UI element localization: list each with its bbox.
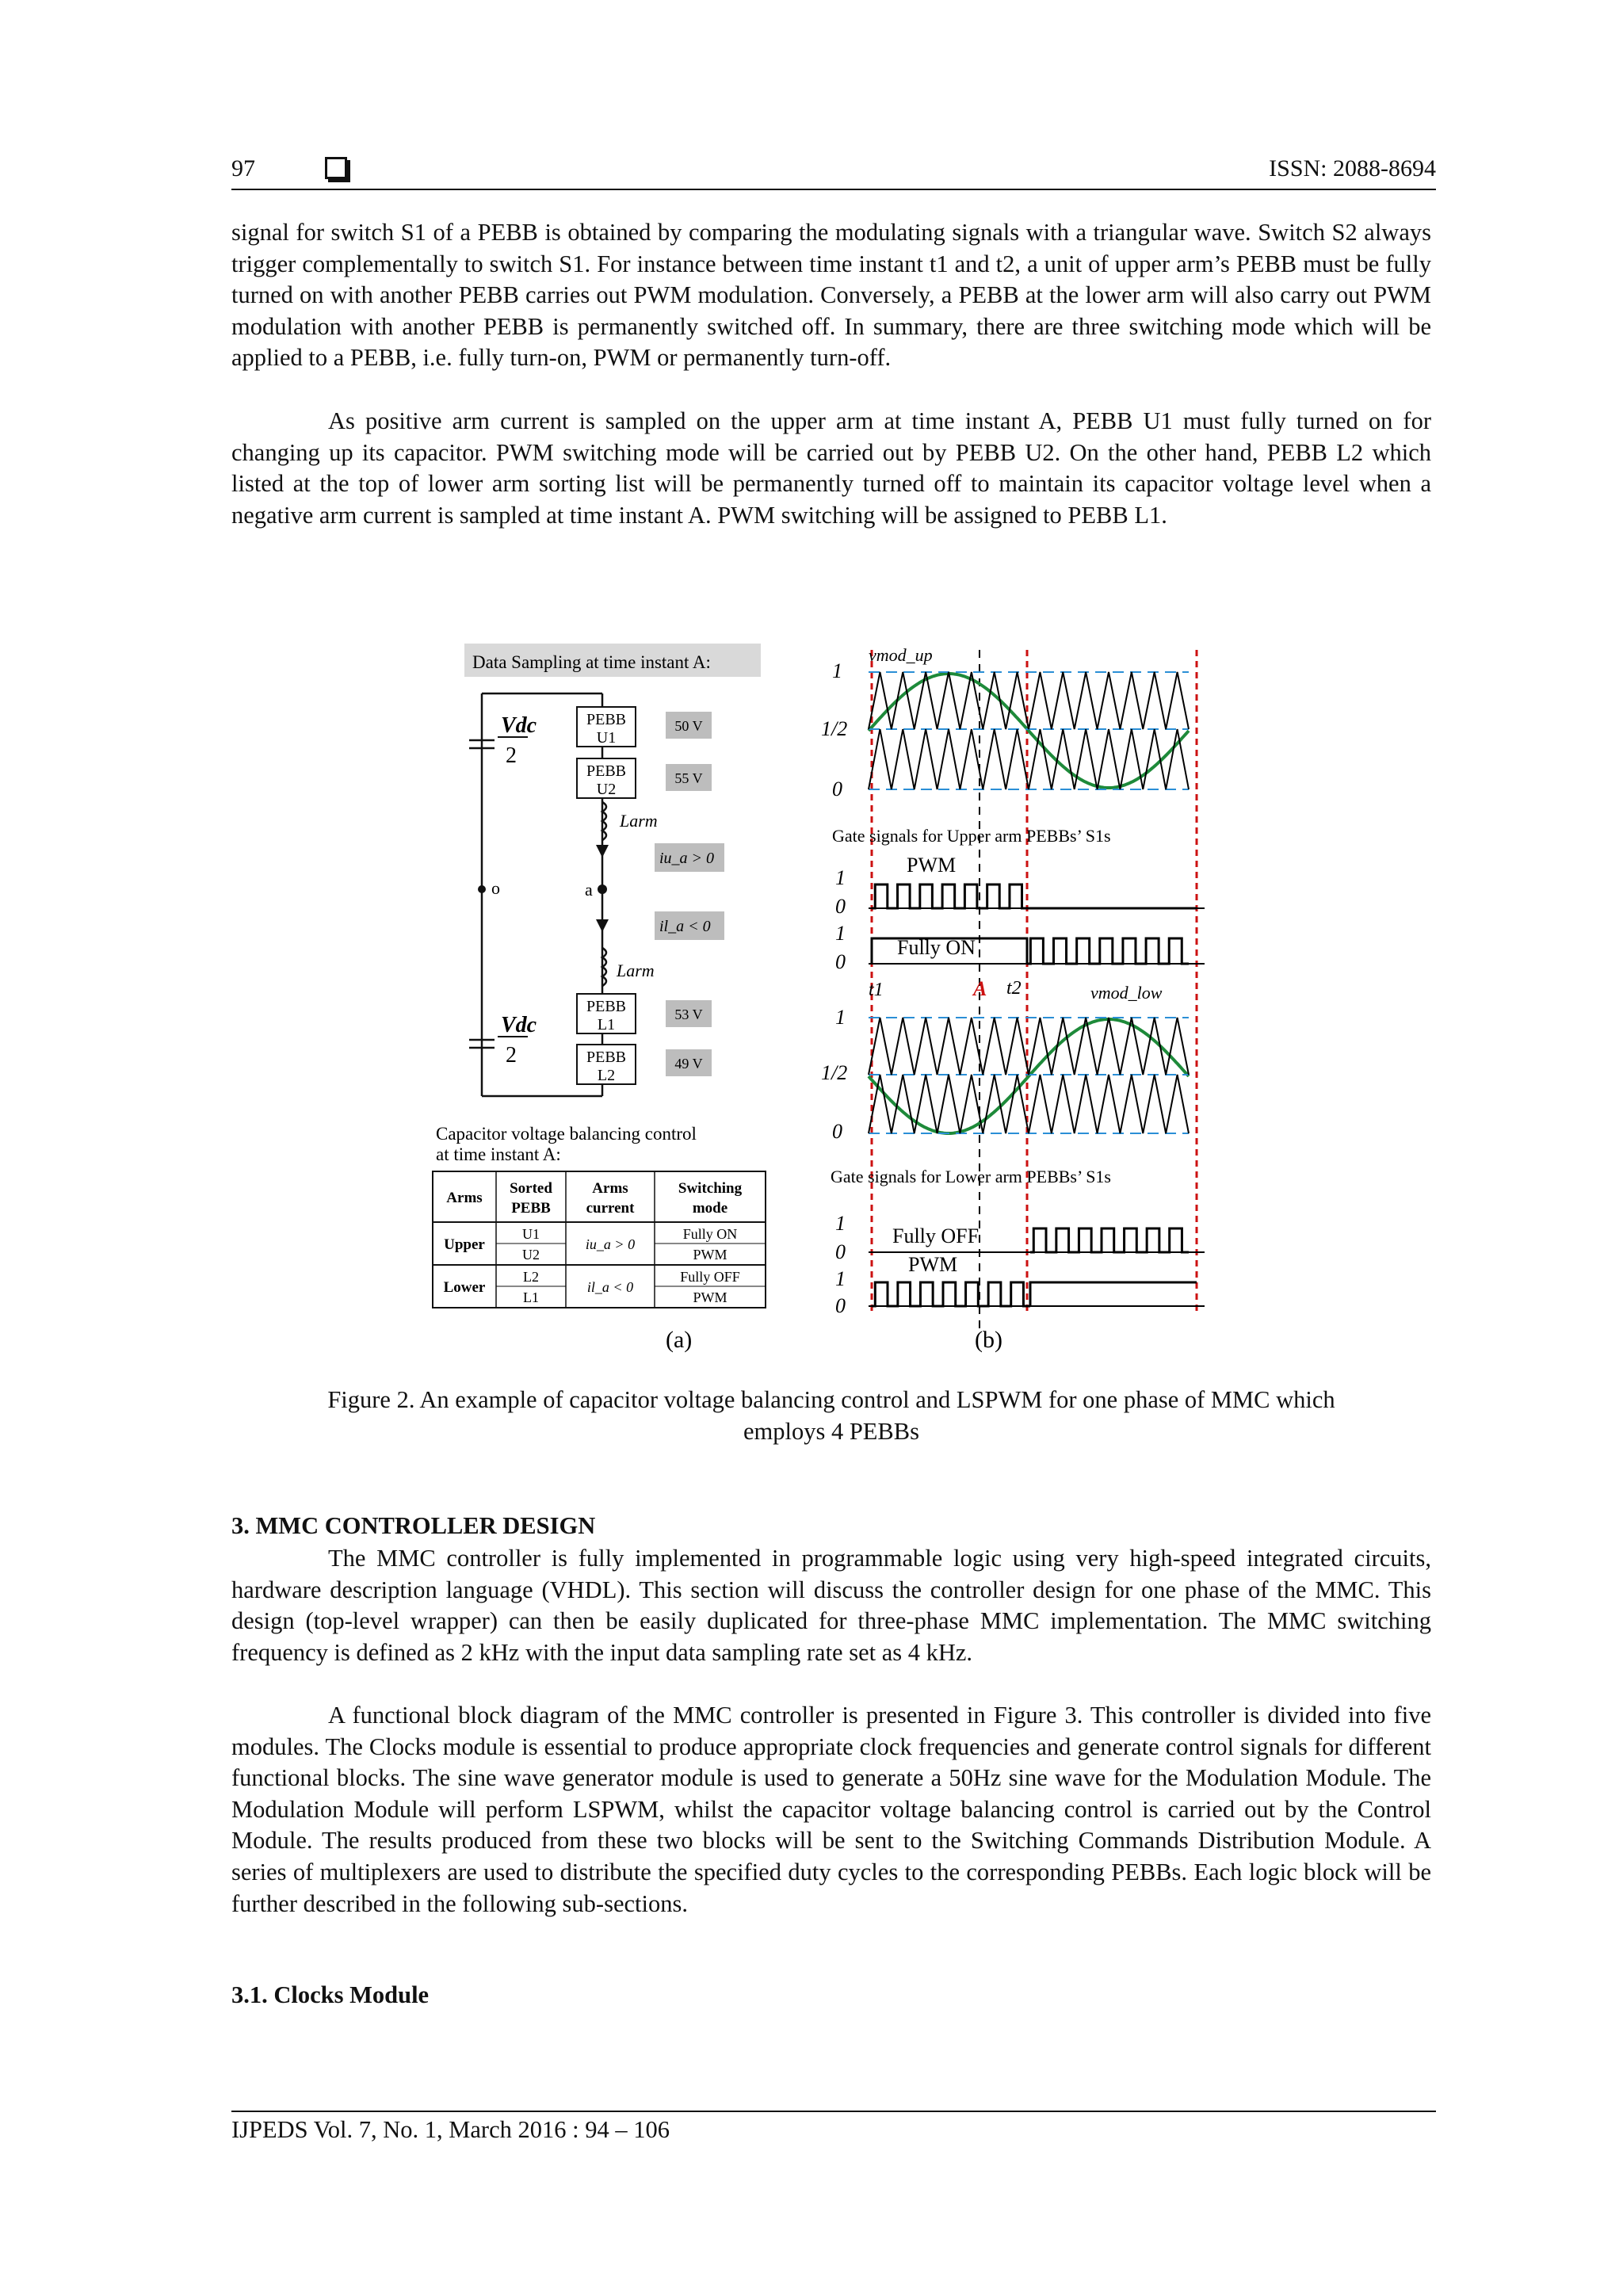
svg-text:at time instant A:: at time instant A:: [436, 1144, 561, 1164]
svg-text:t1: t1: [869, 980, 884, 1000]
lower-gate-pwm: [1030, 1228, 1189, 1252]
page-number: 97: [231, 155, 255, 181]
node-o: o: [491, 878, 500, 898]
paragraph-2: As positive arm current is sampled on the upper arm at time instant A, PEBB U1 must fully turned on for changing up its capacitor. PWM switching mode will be carried out by PEBB U2. On the other hand, PEBB L2 which listed at the top of lower arm sorting list will be permanently turned off to maintain its capacitor voltage level when a negative arm current is sampled at time instant A. PWM switching will be assigned to PEBB L1.: [231, 407, 1431, 529]
pwm-lower: PWM: [908, 1253, 958, 1276]
iu-label: iu_a > 0: [659, 850, 715, 867]
figure-caption: Figure 2. An example of capacitor voltage balancing control and LSPWM for one phase of MMC which employs 4 PEBBs: [327, 1386, 1335, 1445]
vmod-up-label: vmod_up: [869, 645, 933, 665]
balancing-table: [433, 1124, 766, 1308]
svg-text:L1: L1: [523, 1289, 539, 1305]
svg-text:Arms: Arms: [446, 1190, 483, 1206]
gate-lower-label: Gate signals for Lower arm PEBBs’ S1s: [831, 1167, 1111, 1186]
upper-gate-pwm2: [1027, 938, 1189, 964]
vdc-bottom: Vdc: [501, 1013, 537, 1037]
upper-gate-pwm: [872, 884, 1029, 908]
upper-carrier-bottom: [869, 729, 1189, 789]
panel-a-label: (a): [666, 1327, 693, 1353]
fully-on-label: Fully ON: [897, 936, 976, 959]
vmod-low-sine: [869, 1019, 1189, 1133]
svg-text:il_a < 0: il_a < 0: [586, 1279, 634, 1295]
svg-text:Fully ON: Fully ON: [682, 1226, 738, 1242]
footer-journal: IJPEDS Vol. 7, No. 1, March 2016 : 94 – 106: [231, 2116, 670, 2143]
svg-text:PEBB: PEBB: [586, 711, 627, 728]
svg-text:L1: L1: [597, 1016, 616, 1033]
svg-text:iu_a > 0: iu_a > 0: [585, 1236, 636, 1252]
paragraph-1: signal for switch S1 of a PEBB is obtained by comparing the modulating signals with a triangular wave. Switch S2 always trigger complementally to switch S1. For instance between time instant t1 and t2, a unit of upper arm’s PEBB must be fully turned on with another PEBB carries out PWM modulation. Conversely, a PEBB at the lower arm will also carry out PWM modulation with another PEBB is permanently switched off. In summary, there are three switching mode which will be applied to a PEBB, i.e. fully turn-on, PWM or permanently turn-off.: [231, 219, 1431, 372]
svg-text:U1: U1: [596, 729, 617, 747]
instant-a: A: [973, 977, 987, 1000]
svg-text:L2: L2: [523, 1269, 539, 1285]
paragraph-3: The MMC controller is fully implemented in programmable logic using very high-speed integrated circuits, hardware description language (VHDL). This section will discuss the controller design for one phase of the MMC. This design (top-level wrapper) can then be easily duplicated for three-phase MMC implementation. The MMC switching frequency is defined as 2 kHz with the input data sampling rate set as 4 kHz.: [231, 1545, 1431, 1666]
svg-text:PWM: PWM: [693, 1247, 727, 1263]
gate-upper-label: Gate signals for Upper arm PEBBs’ S1s: [832, 826, 1111, 846]
svg-text:mode: mode: [692, 1200, 728, 1217]
il-label: il_a < 0: [659, 918, 711, 935]
vmod-up-sine: [869, 674, 1189, 788]
svg-text:Lower: Lower: [443, 1279, 486, 1296]
pebb-u2-voltage: 55 V: [674, 770, 703, 786]
svg-text:1: 1: [835, 1267, 846, 1290]
node-a: a: [585, 880, 593, 900]
svg-text:1: 1: [835, 1006, 846, 1029]
lower-carrier-bottom: [869, 1075, 1189, 1133]
vmod-low-label: vmod_low: [1090, 983, 1163, 1003]
pwm-upper: PWM: [907, 854, 957, 877]
lower-gate-pwm2: [872, 1282, 1030, 1306]
svg-text:1: 1: [835, 1212, 846, 1235]
svg-text:t2: t2: [1006, 978, 1022, 999]
svg-text:1: 1: [835, 866, 846, 889]
panel-a-circuit: [464, 644, 761, 1096]
pebb-l1-voltage: 53 V: [674, 1007, 703, 1022]
svg-text:Larm: Larm: [617, 961, 655, 980]
svg-text:PEBB: PEBB: [586, 998, 627, 1015]
svg-text:PEBB: PEBB: [586, 762, 627, 780]
svg-text:L2: L2: [597, 1067, 616, 1084]
svg-text:U2: U2: [522, 1247, 540, 1263]
svg-text:0: 0: [835, 950, 846, 973]
issn: ISSN: 2088-8694: [1269, 155, 1436, 181]
lower-carrier-top: [869, 1018, 1189, 1075]
vdc-top-div: 2: [506, 743, 517, 768]
svg-text:current: current: [586, 1200, 635, 1217]
svg-text:0: 0: [832, 777, 842, 800]
section-3-1-heading: 3.1. Clocks Module: [231, 1981, 430, 2008]
svg-text:1: 1: [832, 659, 842, 682]
svg-text:1: 1: [835, 922, 846, 945]
panel-b-waveforms: [821, 645, 1205, 1331]
svg-text:Arms: Arms: [592, 1180, 628, 1197]
lower-gate-on: [1030, 1282, 1197, 1306]
upper-carrier-top: [869, 672, 1189, 729]
svg-text:0: 0: [832, 1120, 842, 1143]
pebb-l2-voltage: 49 V: [674, 1056, 703, 1072]
svg-text:Larm: Larm: [620, 811, 658, 831]
footer-rule: [231, 2111, 1436, 2112]
svg-text:U1: U1: [522, 1226, 540, 1242]
svg-text:PEBB: PEBB: [586, 1049, 627, 1066]
svg-text:0: 0: [835, 1240, 846, 1263]
sampling-title: Data Sampling at time instant A:: [472, 652, 711, 672]
svg-text:1/2: 1/2: [821, 717, 848, 740]
panel-b-label: (b): [975, 1327, 1002, 1353]
svg-text:PWM: PWM: [693, 1289, 727, 1305]
svg-text:Upper: Upper: [444, 1236, 485, 1253]
pebb-u1-voltage: 50 V: [674, 718, 703, 734]
svg-text:Sorted: Sorted: [510, 1180, 552, 1197]
svg-text:U2: U2: [596, 781, 617, 798]
fully-off-label: Fully OFF: [892, 1224, 980, 1247]
svg-text:0: 0: [835, 1294, 846, 1317]
vdc-bottom-div: 2: [506, 1043, 517, 1068]
vdc-top: Vdc: [501, 713, 537, 738]
svg-text:Fully OFF: Fully OFF: [680, 1269, 740, 1285]
svg-text:1/2: 1/2: [821, 1061, 848, 1084]
svg-text:Capacitor voltage balancing co: Capacitor voltage balancing control: [436, 1124, 697, 1144]
svg-text:Switching: Switching: [678, 1180, 743, 1197]
svg-text:0: 0: [835, 895, 846, 918]
svg-text:PEBB: PEBB: [511, 1200, 551, 1217]
paragraph-4: A functional block diagram of the MMC controller is presented in Figure 3. This controller is divided into five modules. The Clocks module is essential to produce appropriate clock frequencies and generate control signals for different functional blocks. The sine wave generator module is used to generate a 50Hz sine wave for the Modulation Module. The Modulation Module will perform LSPWM, whilst the capacitor voltage balancing control is carried out by the Control Module. The results produced from these two blocks will be sent to the Switching Commands Distribution Module. A series of multiplexers are used to distribute the specified duty cycles to the corresponding PEBBs. Each logic block will be further described in the following sub-sections.: [231, 1702, 1431, 1917]
section-3-heading: 3. MMC CONTROLLER DESIGN: [231, 1512, 596, 1539]
